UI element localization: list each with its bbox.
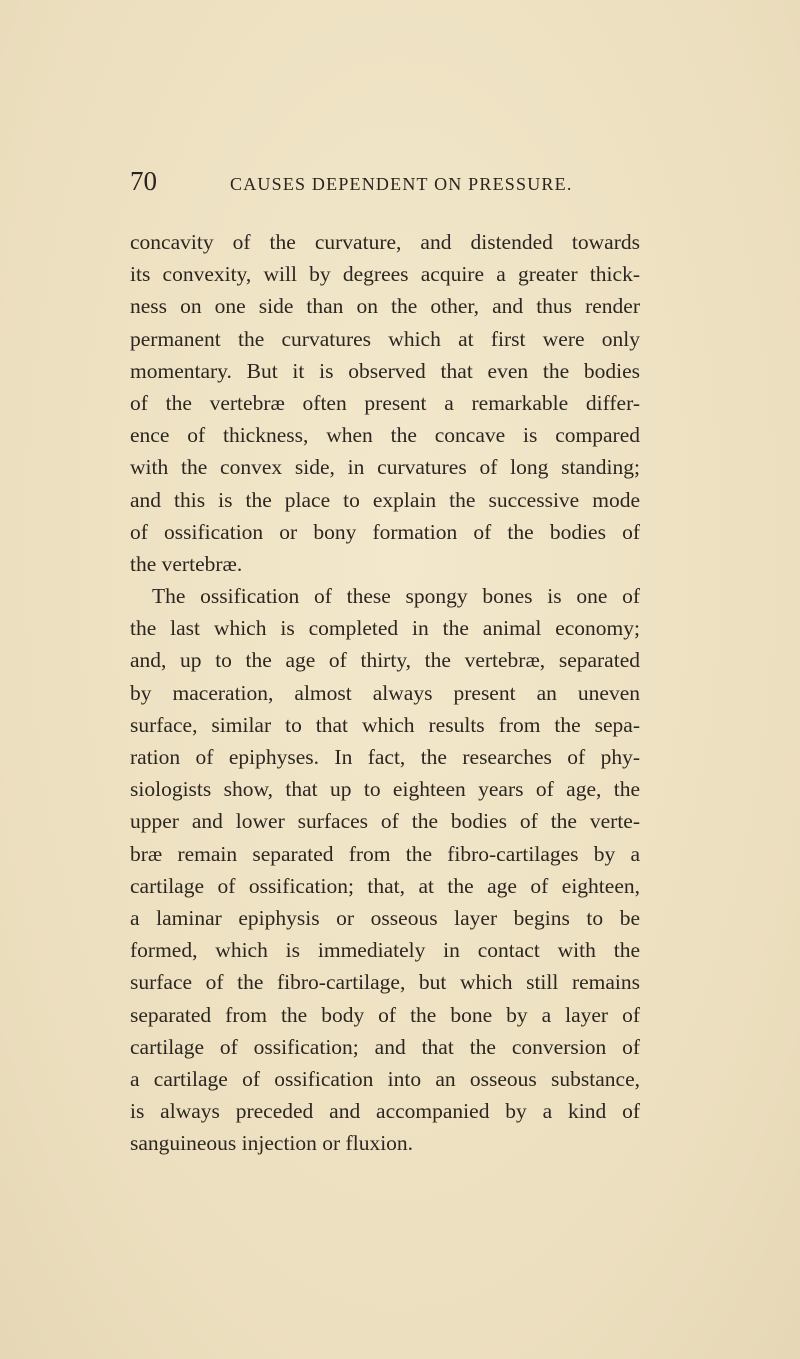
text-line: cartilage of ossification; and that the conversion of bbox=[130, 1034, 640, 1059]
text-line: by maceration, almost always present an uneven bbox=[130, 680, 640, 705]
text-line: is always preceded and accompanied by a kind of bbox=[130, 1099, 640, 1124]
running-title: CAUSES DEPENDENT ON PRESSURE. bbox=[230, 174, 573, 194]
text-line: sanguineous injection or fluxion. bbox=[130, 1131, 414, 1156]
text-line: ness on one side than on the other, and thus render bbox=[130, 294, 640, 319]
page-number: 70 bbox=[130, 166, 157, 196]
text-line: surface of the fibro-cartilage, but which still remains bbox=[130, 970, 640, 995]
text-line: cartilage of ossification; that, at the age of eighteen, bbox=[130, 873, 640, 898]
text-line: the last which is completed in the animal economy; bbox=[130, 616, 640, 641]
text-line: with the convex side, in curvatures of long standing; bbox=[130, 455, 640, 480]
text-line: and, up to the age of thirty, the vertebræ, separated bbox=[130, 648, 640, 673]
text-line: its convexity, will by degrees acquire a greater thick- bbox=[130, 262, 640, 287]
text-line: a laminar epiphysis or osseous layer begins to be bbox=[130, 905, 640, 930]
text-line: ence of thickness, when the concave is compared bbox=[130, 423, 640, 448]
text-line: surface, similar to that which results from the sepa- bbox=[130, 712, 640, 737]
text-line: of ossification or bony formation of the bodies of bbox=[130, 519, 640, 544]
text-line: and this is the place to explain the successive mode bbox=[130, 487, 640, 512]
text-line: siologists show, that up to eighteen years of age, the bbox=[130, 777, 640, 802]
paragraph-start-line: The ossification of these spongy bones is one of bbox=[152, 584, 640, 609]
text-line: permanent the curvatures which at first were only bbox=[130, 326, 640, 351]
text-line: of the vertebræ often present a remarkable differ- bbox=[130, 390, 640, 415]
text-line: a cartilage of ossification into an osseous substance, bbox=[130, 1066, 640, 1091]
text-line: upper and lower surfaces of the bodies of the verte- bbox=[130, 809, 640, 834]
running-head bbox=[130, 166, 630, 206]
text-line: formed, which is immediately in contact with the bbox=[130, 938, 640, 963]
text-line: separated from the body of the bone by a layer of bbox=[130, 1002, 640, 1027]
body-text bbox=[130, 226, 640, 1159]
text-line: ration of epiphyses. In fact, the researches of phy- bbox=[130, 745, 640, 769]
text-line: concavity of the curvature, and distended towards bbox=[130, 230, 640, 254]
text-line: the vertebræ. bbox=[130, 551, 243, 576]
text-line: bræ remain separated from the fibro-cartilages by a bbox=[130, 841, 640, 866]
text-line: momentary. But it is observed that even the bodies bbox=[130, 358, 640, 383]
